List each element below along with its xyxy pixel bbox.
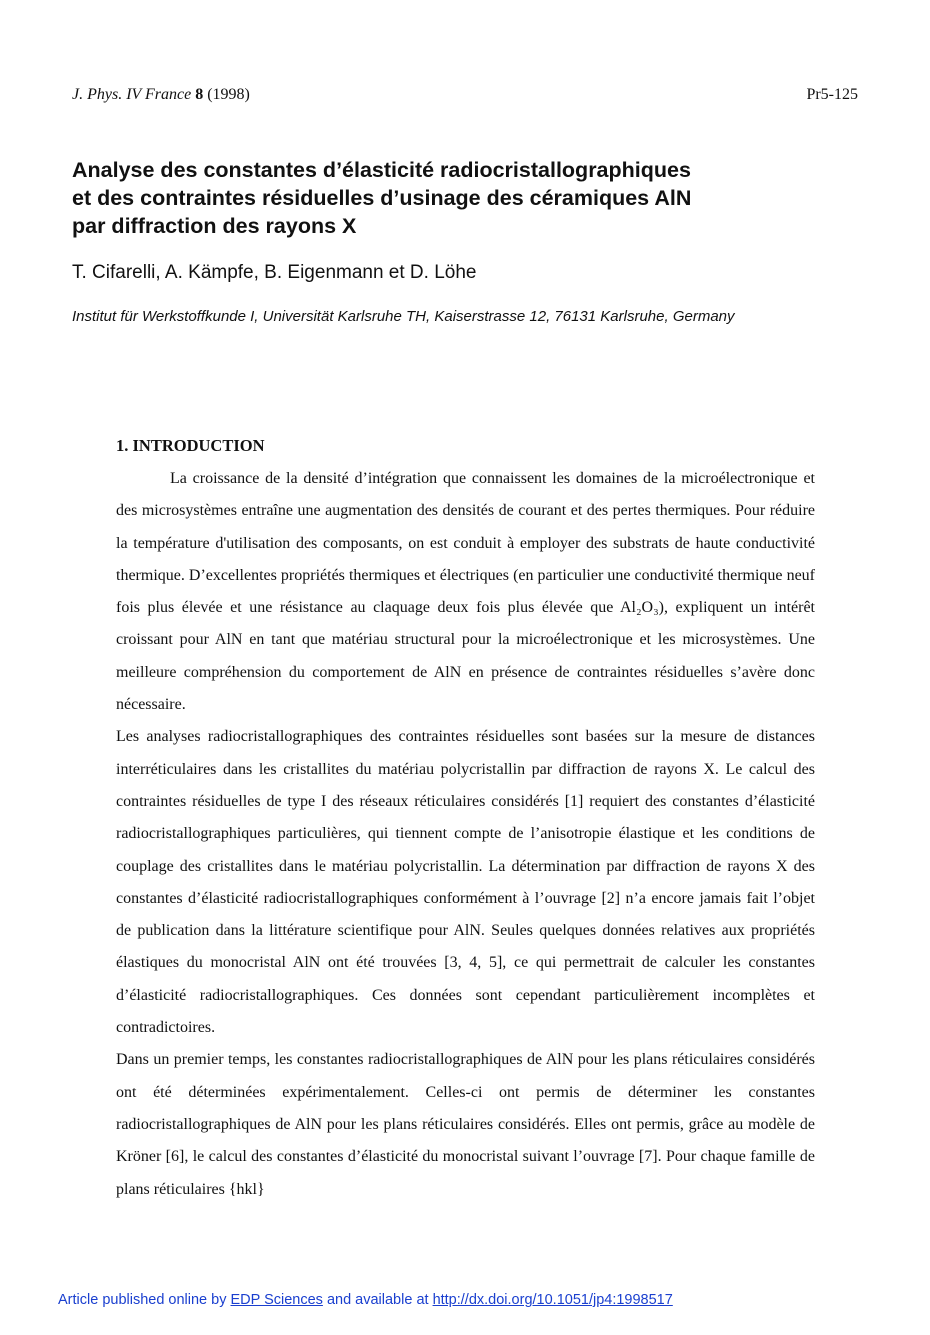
publication-footer [58,1292,673,1308]
paragraph: La croissance de la densité d’intégration que connaissent les domaines de la microélectronique et des microsystèmes entraîne une augmentation des densités de courant et des pertes thermiques. Pour réduire la température d'utilisation des composants, on est conduit à employer des substrats de haute conductivité thermique. D’excellentes propriétés thermiques et électriques (en particulier une conductivité thermique neuf fois plus élevée et une résistance au claquage deux fois plus élevée que Al₂O₃), expliquent un intérêt croissant pour AlN en tant que matériau structural pour la microélectronique et les microsystèmes. Une meilleure compréhension du comportement de AlN en présence de contraintes résiduelles s’avère donc nécessaire. [116,470,815,714]
section-body [116,463,815,1206]
footer-middle: and available at [326,1292,429,1308]
publisher-link[interactable]: EDP Sciences [230,1292,323,1308]
journal-name: J. Phys. IV France [72,86,192,103]
running-header [72,86,250,104]
paper-title [72,156,832,240]
paragraph: Dans un premier temps, les constantes radiocristallographiques de AlN pour les plans réticulaires considérés ont été déterminées expérimentalement. Celles-ci ont permis de déterminer les constantes radiocristallographiques de AlN pour les plans réticulaires considérés. Elles ont permis, grâce au modèle de Kröner [6], le calcul des constantes d’élasticité du monocristal suivant l’ouvrage [7]. Pour chaque famille de plans réticulaires {hkl} [116,1051,815,1198]
doi-link[interactable]: http://dx.doi.org/10.1051/jp4:1998517 [432,1292,673,1308]
journal-year: (1998) [207,86,250,103]
title-line: par diffraction des rayons X [72,214,357,238]
paragraph: Les analyses radiocristallographiques des contraintes résiduelles sont basées sur la mesure de distances interréticulaires dans les cristallites du matériau polycristallin par diffraction de rayons X. Le calcul des contraintes résiduelles de type I des réseaux réticulaires considérés [1] requiert des constantes d’élasticité radiocristallographiques particulières, qui tiennent compte de l’anisotropie élastique et les conditions de couplage des cristallites dans le matériau polycristallin. La détermination par diffraction de rayons X des constantes d’élasticité radiocristallographiques conformément à l’ouvrage [2] n’a encore jamais fait l’objet de publication dans la littérature scientifique pour AlN. Seules quelques données relatives aux propriétés élastiques du monocristal AlN ont été trouvées [3, 4, 5], ce qui permettrait de calculer les constantes d’élasticité radiocristallographiques. Ces données sont cependant particulièrement incomplètes et contradictoires. [116,728,815,1037]
author-list: T. Cifarelli, A. Kämpfe, B. Eigenmann et D. Löhe [72,262,477,283]
journal-volume: 8 [195,86,204,103]
section-heading: 1. INTRODUCTION [116,436,265,455]
footer-prefix: Article published online by [58,1292,227,1308]
title-line: Analyse des constantes d’élasticité radiocristallographiques [72,158,691,182]
affiliation: Institut für Werkstoffkunde I, Universität Karlsruhe TH, Kaiserstrasse 12, 76131 Karlsruhe, Germany [72,308,735,325]
title-line: et des contraintes résiduelles d’usinage des céramiques AlN [72,186,692,210]
page-identifier: Pr5-125 [806,86,858,103]
